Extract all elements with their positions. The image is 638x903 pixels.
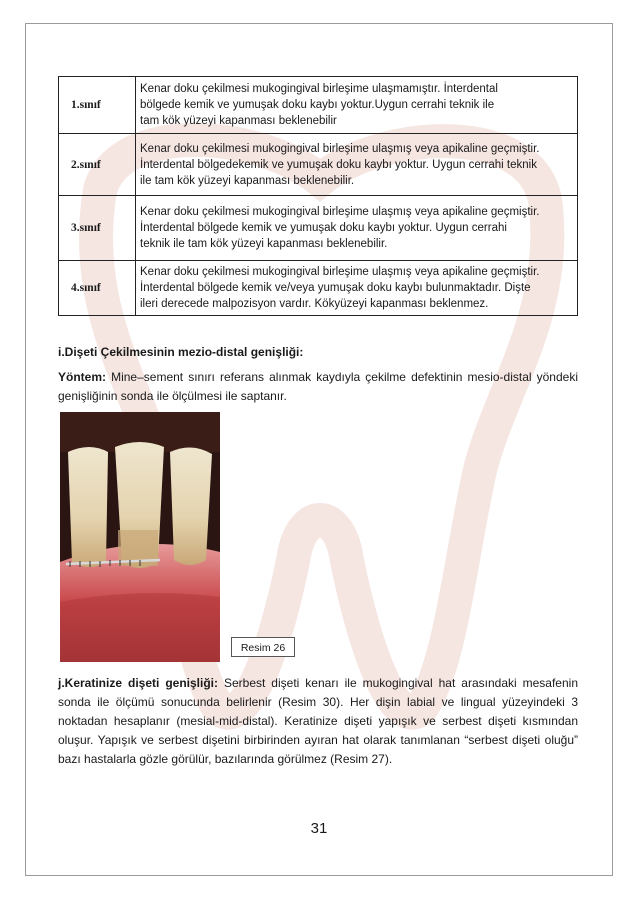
class-label: 4.sınıf <box>59 261 136 316</box>
dental-photo <box>60 412 220 662</box>
class-label: 3.sınıf <box>59 196 136 261</box>
table-row <box>59 134 578 196</box>
class-description: Kenar doku çekilmesi mukogingival birleşime ulaşmış veya apikaline geçmiştir. İnterdental bölgedekemik ve yumuşak doku kaybı yoktur. Uygun cerrahi teknik ile tam kök yüzeyi kapanması beklenebilir. <box>136 134 578 196</box>
keratinized-text: Serbest dişeti kenarı ile mukogingival hat arasındaki mesafenin sonda ile ölçümü sonucunda belirlenir (Resim 30). Her dişin labial ve lingual yüzeyindeki 3 noktadan hesaplanır (mesial-mid-distal). Keratinize dişeti yapışık ve serbest dişeti kısmından oluşur. Yapışık ve serbest dişetini birbirinden ayıran hat olarak tanımlanan “serbest dişeti oluğu” bazı hastalarla gözle görülür, bazılarında görülmez (Resim 27). <box>58 676 578 766</box>
class-description: Kenar doku çekilmesi mukogingival birleşime ulaşmamıştır. İnterdental bölgede kemik ve yumuşak doku kaybı yoktur.Uygun cerrahi teknik ile tam kök yüzeyi kapanması beklenebilir <box>136 77 578 134</box>
figure-caption: Resim 26 <box>231 637 295 657</box>
table-row <box>59 77 578 134</box>
recession-class-table <box>58 76 578 316</box>
table-row <box>59 196 578 261</box>
keratinized-paragraph <box>58 674 578 769</box>
class-description: Kenar doku çekilmesi mukogingival birleşime ulaşmış veya apikaline geçmiştir. İnterdental bölgede kemik ve/veya yumuşak doku kaybı bulunmaktadır. Dişte ileri derecede malpozisyon vardır. Kökyüzeyi kapanması beklenmez. <box>136 261 578 316</box>
method-label: Yöntem: <box>58 370 106 384</box>
class-description: Kenar doku çekilmesi mukogingival birleşime ulaşmış veya apikaline geçmiştir. İnterdental bölgede kemik ve yumuşak doku kaybı yoktur. Uygun cerrahi teknik ile tam kök yüzeyi kapanması beklenebilir. <box>136 196 578 261</box>
class-label: 1.sınıf <box>59 77 136 134</box>
page-number: 31 <box>310 820 328 837</box>
table-row <box>59 261 578 316</box>
section-heading: i.Dişeti Çekilmesinin mezio-distal genişliği: <box>58 345 304 359</box>
keratinized-label: j.Keratinize dişeti genişliği: <box>58 676 218 690</box>
class-label: 2.sınıf <box>59 134 136 196</box>
method-text: Mine–sement sınırı referans alınmak kaydıyla çekilme defektinin mesio-distal yöndeki genişliğinin sonda ile ölçülmesi ile saptanır. <box>58 370 578 403</box>
method-paragraph <box>58 368 578 406</box>
